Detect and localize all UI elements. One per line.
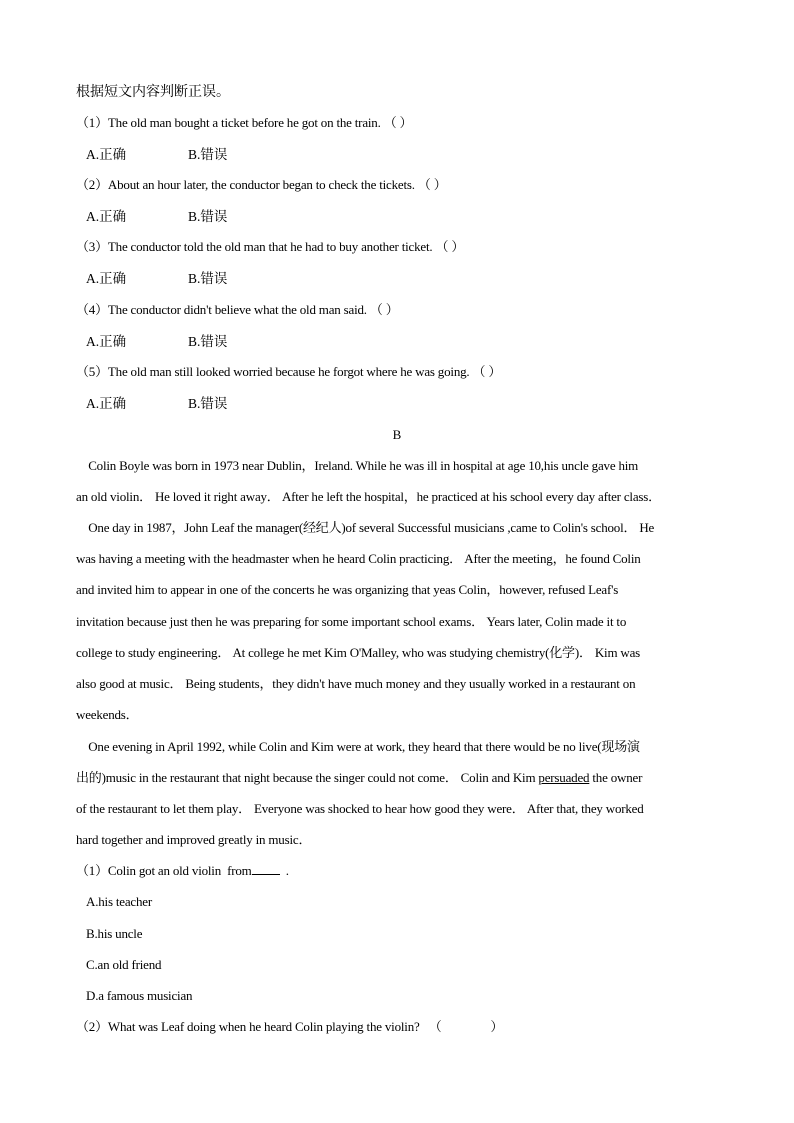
passage-line: One day in 1987，John Leaf the manager(经纪人)of several Successful musicians ,came to Colin's school． He	[76, 520, 655, 535]
mc-question-2: （2）What was Leaf doing when he heard Colin playing the violin? （ ）	[76, 1019, 504, 1034]
passage-line: also good at music． Being students，they didn't have much money and they usually worked in a restaurant on	[76, 676, 636, 691]
judge-1-option-a[interactable]: A.正确	[86, 147, 127, 162]
judge-3-option-a[interactable]: A.正确	[86, 271, 127, 286]
judge-question-4: （4）The conductor didn't believe what the old man said. （ ）	[76, 302, 399, 317]
passage-line: was having a meeting with the headmaster when he heard Colin practicing． After the meeting，he found Colin	[76, 551, 641, 566]
mc-stem-end: .	[279, 863, 289, 878]
mc-1-option-d[interactable]: D.a famous musician	[86, 988, 193, 1003]
mc-stem: （1）Colin got an old violin from	[76, 863, 252, 878]
judge-question-2: （2）About an hour later, the conductor began to check the tickets. （ ）	[76, 177, 447, 192]
passage-line: One evening in April 1992, while Colin and Kim were at work, they heard that there would be no live(现场演	[76, 739, 640, 754]
passage-line: of the restaurant to let them play． Everyone was shocked to hear how good they were． After that, they worked	[76, 801, 644, 816]
passage-line: weekends．	[76, 707, 139, 722]
judge-question-5: （5）The old man still looked worried because he forgot where he was going. （ ）	[76, 364, 502, 379]
passage-line: hard together and improved greatly in music．	[76, 832, 312, 847]
passage-line: and invited him to appear in one of the concerts he was organizing that yeas Colin，however, refused Leaf's	[76, 582, 619, 597]
passage-line: invitation because just then he was preparing for some important school exams． Years later, Colin made it to	[76, 614, 627, 629]
judge-question-1: （1）The old man bought a ticket before he got on the train. （ ）	[76, 115, 413, 130]
judge-5-option-b[interactable]: B.错误	[188, 396, 228, 411]
judge-2-option-a[interactable]: A.正确	[86, 209, 127, 224]
judge-5-option-a[interactable]: A.正确	[86, 396, 127, 411]
instruction-text: 根据短文内容判断正误。	[76, 84, 230, 100]
judge-4-option-a[interactable]: A.正确	[86, 334, 127, 349]
section-b-title: B	[392, 427, 402, 442]
judge-question-3: （3）The conductor told the old man that he had to buy another ticket. （ ）	[76, 239, 465, 254]
passage-line: Colin Boyle was born in 1973 near Dublin，Ireland. While he was ill in hospital at age 10,his uncle gave him	[76, 458, 639, 473]
passage-line: an old violin． He loved it right away． After he left the hospital，he practiced at his school every day after class．	[76, 489, 661, 504]
judge-4-option-b[interactable]: B.错误	[188, 334, 228, 349]
underlined-word: persuaded	[538, 770, 590, 785]
answer-blank[interactable]	[252, 862, 280, 875]
mc-question-1	[76, 862, 289, 880]
mc-1-option-b[interactable]: B.his uncle	[86, 926, 143, 941]
passage-line: college to study engineering． At college he met Kim O'Malley, who was studying chemistry(化学)． Kim was	[76, 645, 641, 660]
judge-1-option-b[interactable]: B.错误	[188, 147, 228, 162]
mc-1-option-a[interactable]: A.his teacher	[86, 894, 152, 909]
passage-text: the owner	[589, 770, 643, 785]
judge-3-option-b[interactable]: B.错误	[188, 271, 228, 286]
judge-2-option-b[interactable]: B.错误	[188, 209, 228, 224]
mc-1-option-c[interactable]: C.an old friend	[86, 957, 162, 972]
passage-text: 出的)music in the restaurant that night because the singer could not come． Colin and Kim	[76, 770, 539, 785]
passage-line-persuaded	[76, 769, 642, 787]
